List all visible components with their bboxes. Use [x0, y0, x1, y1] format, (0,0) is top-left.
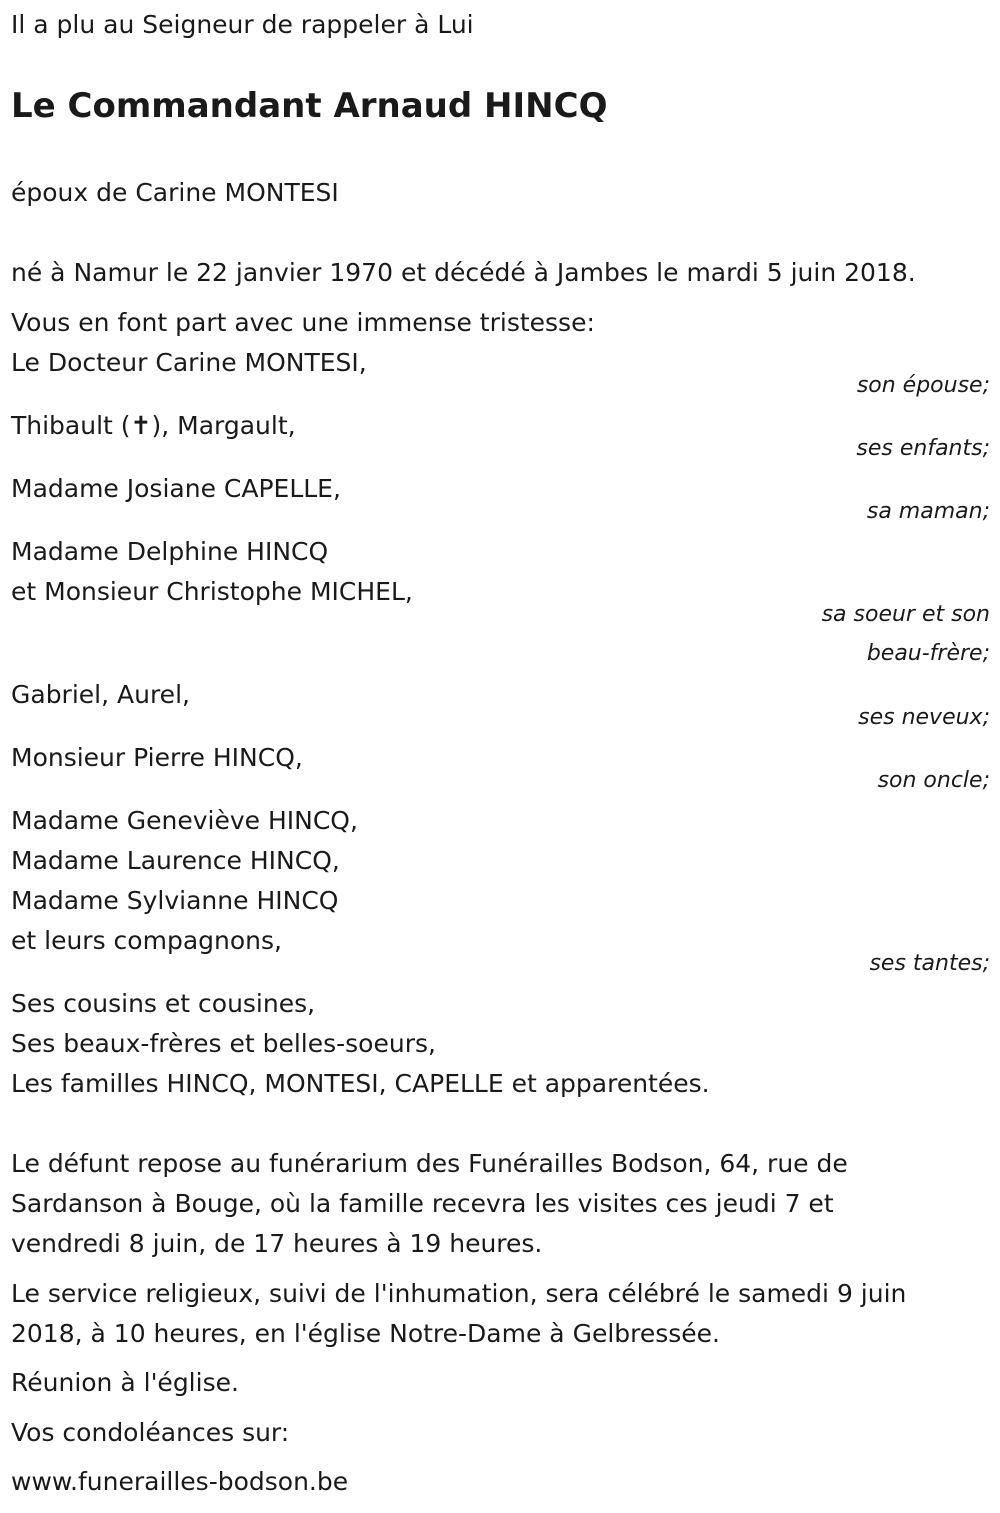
announcement-line: Vous en font part avec une immense tristesse: — [11, 308, 595, 337]
intro-text: Il a plu au Seigneur de rappeler à Lui — [11, 10, 474, 39]
service-line: Le service religieux, suivi de l'inhumation, sera célébré le samedi 9 juin — [11, 1279, 907, 1308]
family-relation: beau-frère; — [866, 641, 990, 666]
family-member-line: Madame Josiane CAPELLE, — [11, 474, 341, 503]
family-relation: sa soeur et son — [821, 602, 990, 627]
family-relation: son oncle; — [877, 768, 990, 793]
deceased-name: Le Commandant Arnaud HINCQ — [11, 86, 608, 126]
extended-family-line: Ses beaux-frères et belles-soeurs, — [11, 1029, 436, 1058]
family-relation: ses enfants; — [856, 436, 990, 461]
family-member-line: et Monsieur Christophe MICHEL, — [11, 577, 413, 606]
family-member-line: Madame Delphine HINCQ — [11, 537, 329, 566]
family-member-line: Le Docteur Carine MONTESI, — [11, 348, 367, 377]
visitation-line: vendredi 8 juin, de 17 heures à 19 heures. — [11, 1229, 543, 1258]
visitation-line: Sardanson à Bouge, où la famille recevra les visites ces jeudi 7 et — [11, 1189, 834, 1218]
website-link[interactable]: www.funerailles-bodson.be — [11, 1467, 349, 1496]
spouse-line: époux de Carine MONTESI — [11, 178, 339, 207]
family-relation: son épouse; — [856, 373, 990, 398]
family-member-line: Gabriel, Aurel, — [11, 680, 190, 709]
family-relation: sa maman; — [866, 499, 990, 524]
family-member-line: Madame Geneviève HINCQ, — [11, 806, 358, 835]
visitation-line: Le défunt repose au funérarium des Funérailles Bodson, 64, rue de — [11, 1149, 848, 1178]
extended-family-line: Les familles HINCQ, MONTESI, CAPELLE et apparentées. — [11, 1069, 710, 1098]
family-member-line: Thibault (✝), Margault, — [11, 411, 296, 440]
family-member-line: Monsieur Pierre HINCQ, — [11, 743, 303, 772]
family-relation: ses tantes; — [869, 951, 990, 976]
extended-family-line: Ses cousins et cousines, — [11, 989, 316, 1018]
meeting-line: Réunion à l'église. — [11, 1368, 239, 1397]
condolences-label: Vos condoléances sur: — [11, 1418, 290, 1447]
service-line: 2018, à 10 heures, en l'église Notre-Dame à Gelbressée. — [11, 1319, 721, 1348]
family-relation: ses neveux; — [858, 705, 990, 730]
family-member-line: Madame Sylvianne HINCQ — [11, 886, 339, 915]
family-member-line: Madame Laurence HINCQ, — [11, 846, 340, 875]
birth-death-line: né à Namur le 22 janvier 1970 et décédé à Jambes le mardi 5 juin 2018. — [11, 258, 916, 287]
family-member-line: et leurs compagnons, — [11, 926, 282, 955]
